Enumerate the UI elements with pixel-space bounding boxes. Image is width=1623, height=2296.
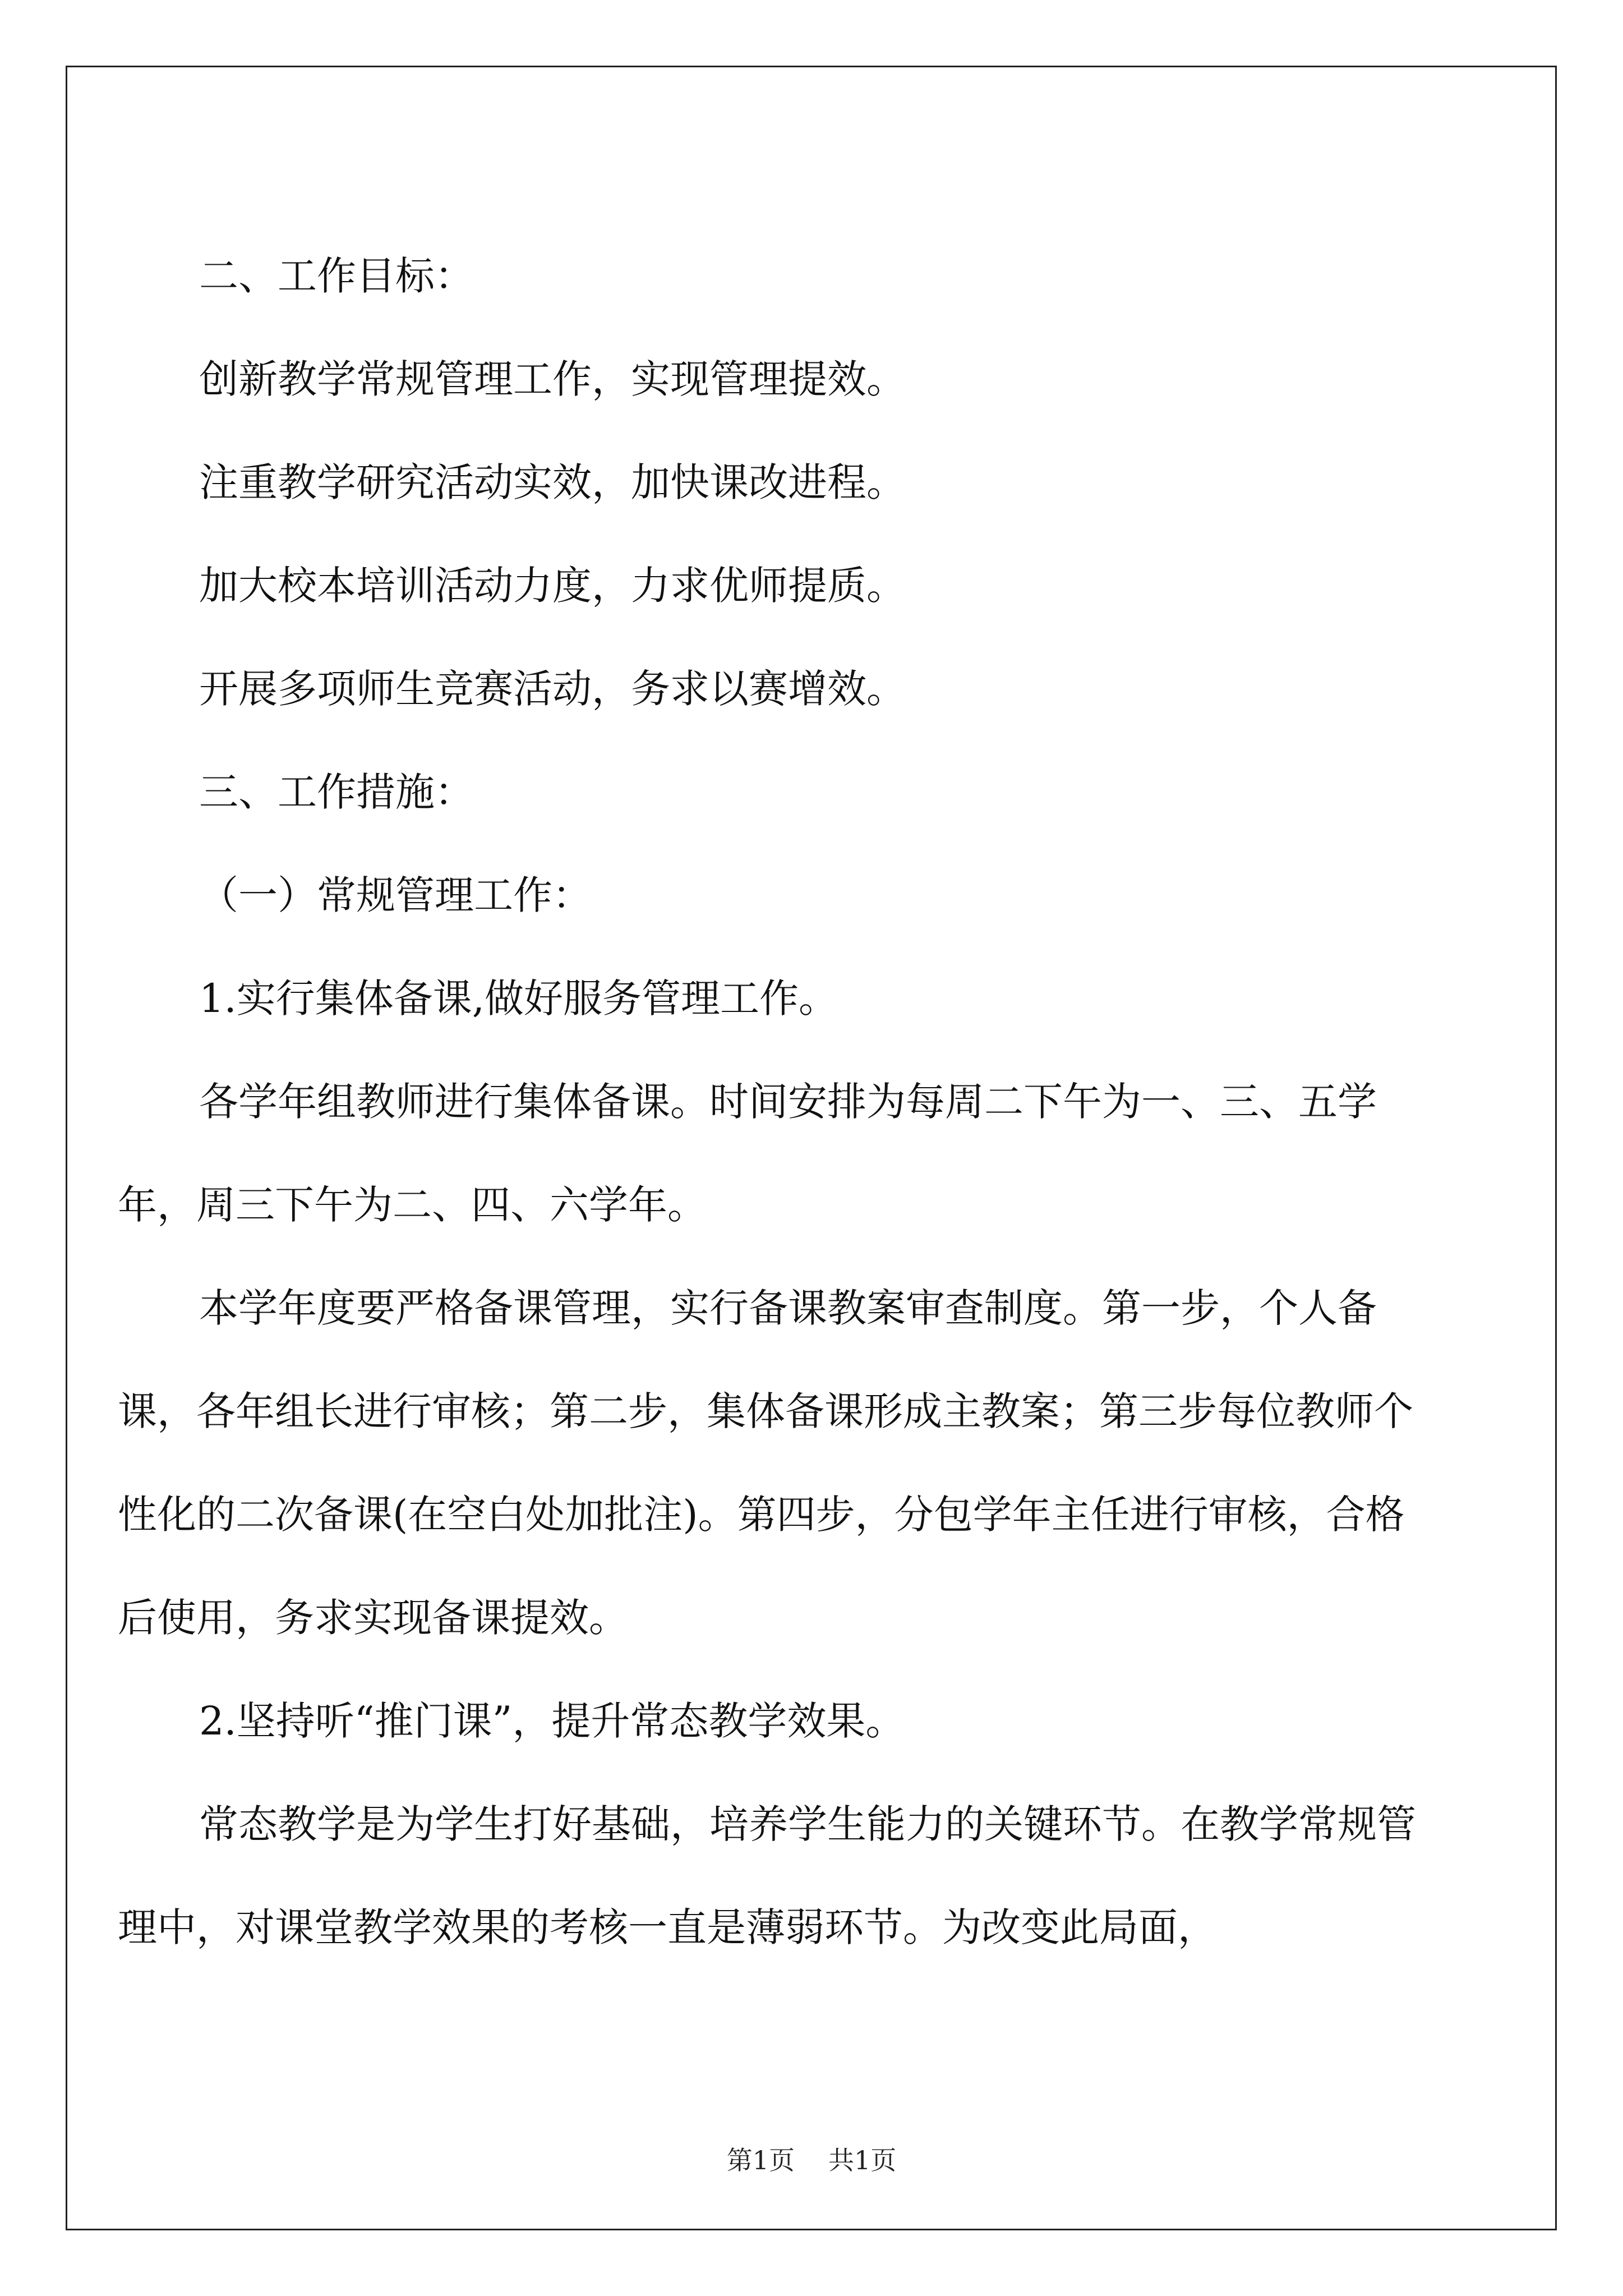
section-heading-goals: 二、工作目标：: [199, 253, 474, 299]
subsection-heading-routine: （一）常规管理工作：: [199, 872, 592, 918]
measure-item-2-heading: 2.坚持听“推门课”，提升常态教学效果。: [199, 1698, 905, 1744]
document-body: [199, 224, 1422, 1050]
measure-item-1-heading: 1.实行集体备课,做好服务管理工作。: [199, 976, 838, 1022]
page-number-total: 共1页: [828, 2145, 897, 2175]
goal-item-2: 注重教学研究活动实效，加快课改进程。: [199, 459, 906, 505]
document-body-wrapped: [118, 1050, 1422, 1979]
goal-item-1: 创新教学常规管理工作，实现管理提效。: [199, 356, 906, 402]
goal-item-3: 加大校本培训活动力度，力求优师提质。: [199, 563, 906, 609]
paragraph-routine-teaching: 常态教学是为学生打好基础，培养学生能力的关键环节。在教学常规管理中，对课堂教学效果的考核一直是薄弱环节。为改变此局面，: [118, 1801, 1416, 1950]
page-number-current: 第1页: [726, 2145, 795, 2175]
goal-item-4: 开展多项师生竞赛活动，务求以赛增效。: [199, 666, 906, 712]
page-footer: [0, 2140, 1623, 2177]
section-heading-measures: 三、工作措施：: [199, 769, 474, 815]
paragraph-lesson-schedule: 各学年组教师进行集体备课。时间安排为每周二下午为一、三、五学年，周三下午为二、四、六学年。: [118, 1079, 1377, 1228]
paragraph-lesson-review: 本学年度要严格备课管理，实行备课教案审查制度。第一步，个人备课，各年组长进行审核；第二步，集体备课形成主教案；第三步每位教师个性化的二次备课(在空白处加批注)。第四步，分包学年主任进行审核，合格后使用，务求实现备课提效。: [118, 1285, 1413, 1641]
